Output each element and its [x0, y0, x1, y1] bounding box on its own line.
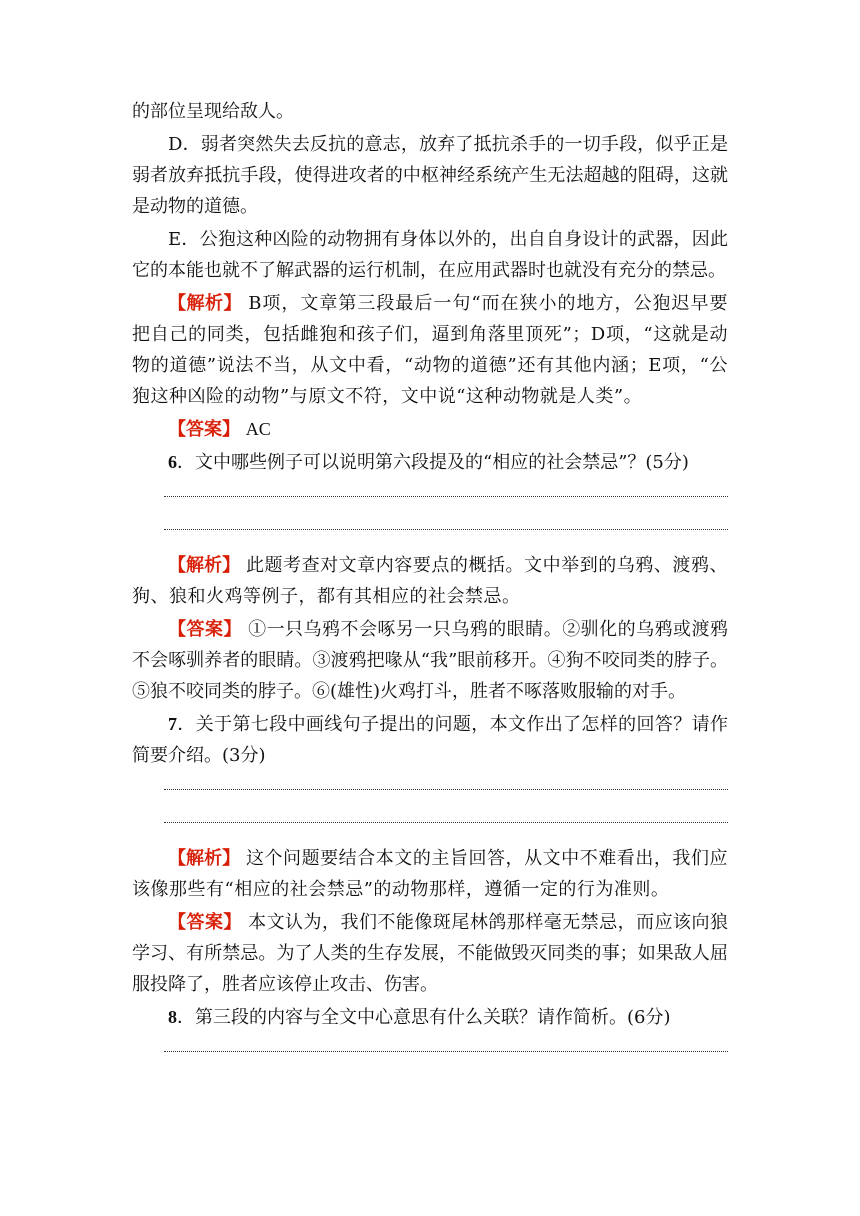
q6-question-text: ．文中哪些例子可以说明第六段提及的“相应的社会禁忌”？(5分): [177, 452, 689, 473]
q7-answer: [132, 907, 728, 1000]
q8-number: 8: [168, 1007, 177, 1027]
q6-question: [132, 447, 728, 478]
document-page: [132, 96, 728, 1072]
q8-answer-lines: [132, 1051, 728, 1052]
q6-answer-lines: [132, 496, 728, 530]
answer-tag: 【答案】: [168, 419, 240, 440]
q7-answer-lines: [132, 789, 728, 823]
answer-tag: 【答案】: [168, 912, 242, 933]
q5-answer-text: AC: [245, 419, 271, 439]
analysis-tag: 【解析】: [168, 555, 241, 576]
q6-answer-text: ①一只乌鸦不会啄另一只乌鸦的眼睛。②驯化的乌鸦或渡鸦不会啄驯养者的眼睛。③渡鸦把喙从“我”眼前移开。④狗不咬同类的脖子。⑤狼不咬同类的脖子。⑥(雄性)火鸡打斗，胜者不啄落败服输的对手。: [132, 619, 728, 702]
answer-blank-line[interactable]: [164, 822, 728, 823]
answer-blank-line[interactable]: [164, 496, 728, 497]
analysis-tag: 【解析】: [168, 293, 242, 314]
option-e: E．公狍这种凶险的动物拥有身体以外的，出自自身设计的武器，因此它的本能也就不了解武器的运行机制，在应用武器时也就没有充分的禁忌。: [132, 229, 728, 281]
answer-blank-line[interactable]: [164, 1051, 728, 1052]
q6-analysis-text: 此题考查对文章内容要点的概括。文中举到的乌鸦、渡鸦、狗、狼和火鸡等例子，都有其相应的社会禁忌。: [132, 555, 728, 607]
analysis-tag: 【解析】: [168, 848, 241, 869]
continuation-text: 的部位呈现给敌人。: [132, 101, 294, 122]
q5-analysis: [132, 288, 728, 412]
q6-number: 6: [168, 452, 177, 472]
q7-analysis: [132, 843, 728, 905]
answer-blank-line[interactable]: [164, 789, 728, 790]
q7-answer-text: 本文认为，我们不能像斑尾林鸽那样毫无禁忌，而应该向狼学习、有所禁忌。为了人类的生存发展，不能做毁灭同类的事；如果敌人屈服投降了，胜者应该停止攻击、伤害。: [132, 912, 728, 995]
q8-question-text: ．第三段的内容与全文中心意思有什么关联？请作简析。(6分): [177, 1007, 671, 1028]
q8-question: [132, 1002, 728, 1033]
q6-answer: [132, 614, 728, 707]
answer-tag: 【答案】: [168, 619, 242, 640]
q7-question-text: ．关于第七段中画线句子提出的问题，本文作出了怎样的回答？请作简要介绍。(3分): [132, 714, 728, 766]
q7-question: [132, 709, 728, 771]
q5-analysis-text: B项，文章第三段最后一句“而在狭小的地方，公狍迟早要把自己的同类，包括雌狍和孩子们，逼到角落里顶死”；D项，“这就是动物的道德”说法不当，从文中看，“动物的道德”还有其他内涵；E项，“公狍这种凶险的动物”与原文不符，文中说“这种动物就是人类”。: [132, 293, 728, 407]
q6-analysis: [132, 550, 728, 612]
option-d: D．弱者突然失去反抗的意志，放弃了抵抗杀手的一切手段，似乎正是弱者放弃抵抗手段，使得进攻者的中枢神经系统产生无法超越的阻碍，这就是动物的道德。: [132, 134, 728, 217]
q5-answer: [132, 414, 728, 445]
q7-number: 7: [168, 714, 177, 734]
answer-blank-line[interactable]: [164, 529, 728, 530]
q7-analysis-text: 这个问题要结合本文的主旨回答，从文中不难看出，我们应该像那些有“相应的社会禁忌”的动物那样，遵循一定的行为准则。: [132, 848, 728, 900]
